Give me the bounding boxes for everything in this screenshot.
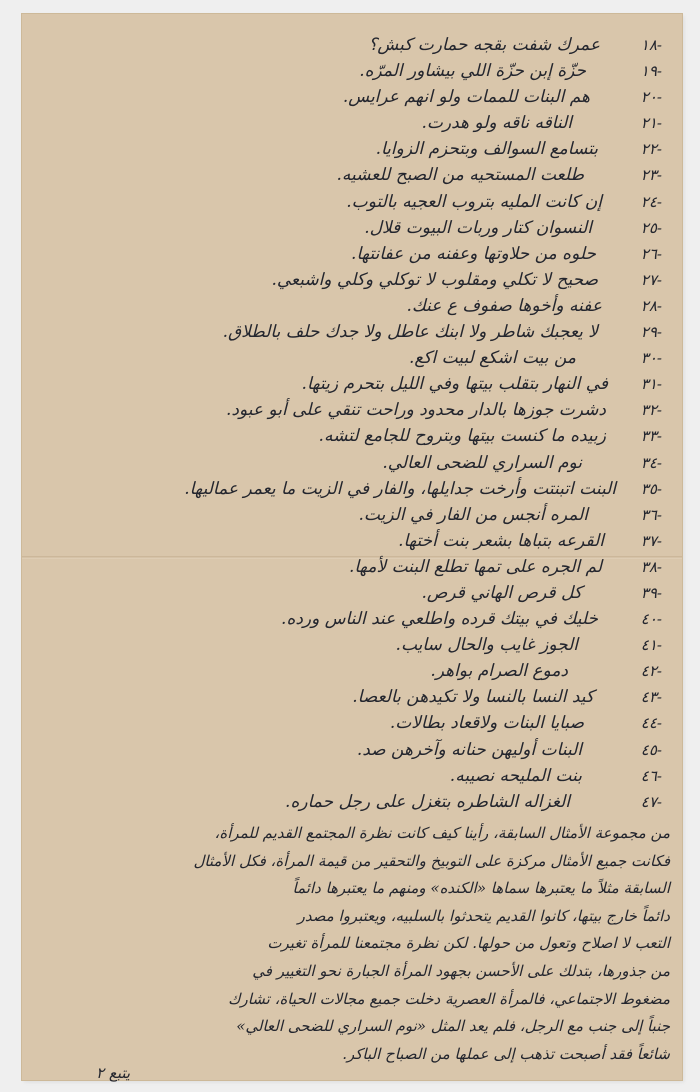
proverb-line — [22, 502, 662, 528]
proverb-text: البنت اتبنتت وأرخت جدايلها، والفار في الزيت ما يعمر عماليها. — [184, 478, 616, 499]
proverb-text: الجوز غايب والحال سايب. — [395, 635, 578, 656]
paragraph-line: التعب لا اصلاح وتعول من حولها. لكن نظرة مجتمعنا للمرأة تغيرت — [267, 934, 670, 953]
proverb-number: ٣٦- — [640, 505, 662, 524]
proverb-number: ٣٠- — [640, 349, 662, 368]
proverb-text: هم البنات للممات ولو انهم عرايس. — [342, 87, 590, 108]
letter-page — [22, 14, 682, 1080]
proverb-text: عمرك شفت بقجه حمارت كبش؟ — [368, 35, 600, 55]
paragraph-line: مضغوط الاجتماعي، فالمرأة العصرية دخلت جميع مجالات الحياة، تشارك — [228, 989, 670, 1008]
proverb-line — [22, 737, 662, 763]
closing-paragraph — [50, 820, 670, 1068]
proverb-text: صحيح لا تكلي ومقلوب لا توكلي وكلي واشبعي. — [271, 269, 598, 290]
proverb-line — [22, 763, 662, 789]
paragraph-line: من جذورها، بتدلك على الأحسن بجهود المرأة الجبارة نحو التغيير في — [252, 961, 670, 980]
proverb-line — [22, 684, 662, 710]
proverb-number: ١٩- — [640, 62, 662, 81]
proverb-number: ٣٧- — [640, 531, 662, 550]
paragraph-line: السابقة مثلاً ما يعتبرها سماها «الكنده» ومنهم ما يعتبرها دائماً — [292, 879, 670, 898]
proverb-text: لم الجره على تمها تطلع البنت لأمها. — [348, 556, 602, 577]
proverb-number: ٢٣- — [640, 166, 662, 185]
proverb-text: نوم السراري للضحى العالي. — [382, 452, 582, 473]
proverb-number: ٢٩- — [640, 323, 662, 342]
proverb-line — [22, 189, 662, 215]
proverb-line — [22, 423, 662, 449]
proverb-line — [22, 371, 662, 397]
proverb-line — [22, 345, 662, 371]
proverb-line — [22, 710, 662, 736]
proverb-text: إن كانت المليه بتروب العجيه بالتوب. — [346, 191, 602, 212]
proverb-line — [22, 84, 662, 110]
proverb-line — [22, 267, 662, 293]
proverb-text: كيد النسا بالنسا ولا تكيدهن بالعصا. — [352, 687, 594, 708]
proverb-line — [22, 554, 662, 580]
proverb-line — [22, 293, 662, 319]
proverb-line — [22, 58, 662, 84]
proverb-number: ٤١- — [640, 636, 662, 655]
paragraph-line: من مجموعة الأمثال السابقة، رأينا كيف كانت نظرة المجتمع القديم للمرأة، — [214, 824, 670, 842]
proverb-line — [22, 162, 662, 188]
proverb-text: الغزاله الشاطره بتغزل على رجل حماره. — [285, 791, 570, 812]
proverb-number: ٣٢- — [640, 401, 662, 420]
proverb-line — [22, 32, 662, 58]
proverb-text: النسوان كتار وربات البيوت قلال. — [364, 217, 592, 238]
proverb-number: ٢٧- — [640, 270, 662, 289]
proverb-text: حلوه من حلاوتها وعفنه من عفانتها. — [351, 243, 596, 264]
proverb-text: طلعت المستحيه من الصبح للعشيه. — [336, 165, 584, 186]
proverb-text: دشرت جوزها بالدار محدود وراحت تنقي على أبو عبود. — [226, 400, 606, 421]
proverb-line — [22, 658, 662, 684]
proverb-text: كل قرص الهاني قرص. — [421, 582, 582, 603]
proverb-number: ٣٨- — [640, 557, 662, 576]
proverb-line — [22, 450, 662, 476]
proverb-line — [22, 528, 662, 554]
proverb-number: ٢١- — [640, 114, 662, 133]
proverb-text: صبايا البنات ولاقعاد بطالات. — [389, 713, 584, 734]
proverb-number: ٣٣- — [640, 427, 662, 446]
proverb-number: ٤٥- — [640, 740, 662, 759]
proverb-number: ٤٢- — [640, 662, 662, 681]
proverb-line — [22, 789, 662, 815]
proverb-text: من بيت اشكع لبيت اكع. — [408, 348, 576, 369]
proverb-line — [22, 215, 662, 241]
proverb-number: ١٨- — [640, 36, 662, 54]
paragraph-line: شائعاً فقد أصبحت تذهب إلى عملها من الصباح الباكر. — [342, 1044, 670, 1063]
proverb-text: الناقه ناقه ولو هدرت. — [421, 113, 572, 134]
proverb-text: حزّة إبن حزّة اللي بيشاور المرّه. — [359, 61, 586, 82]
page-footer: يتبع ٢ — [96, 1064, 131, 1082]
proverb-line — [22, 319, 662, 345]
proverb-line — [22, 632, 662, 658]
paragraph-line: فكانت جميع الأمثال مركزة على التوبيخ والتحقير من قيمة المرأة، فكل الأمثال — [193, 851, 670, 870]
proverb-line — [22, 476, 662, 502]
proverb-line — [22, 110, 662, 136]
proverb-number: ٤٦- — [640, 766, 662, 785]
proverb-number: ٢٠- — [640, 88, 662, 107]
proverb-text: البنات أوليهن حنانه وآخرهن صد. — [356, 739, 582, 760]
proverb-number: ٣٥- — [640, 479, 662, 498]
proverb-text: زبيده ما كنست بيتها وبتروح للجامع لتشه. — [318, 426, 606, 447]
proverb-number: ٢٦- — [640, 244, 662, 263]
proverb-number: ٤٤- — [640, 714, 662, 733]
proverb-number: ٤٠- — [640, 610, 662, 629]
proverb-number: ٤٧- — [640, 792, 662, 811]
proverb-number: ٢٨- — [640, 296, 662, 315]
proverb-text: القرعه بتباها بشعر بنت أختها. — [398, 530, 604, 551]
proverb-list — [22, 32, 662, 815]
proverb-line — [22, 580, 662, 606]
proverb-number: ٤٣- — [640, 688, 662, 707]
proverb-line — [22, 136, 662, 162]
proverb-text: خليك في بيتك قرده واطلعي عند الناس ورده. — [281, 609, 598, 630]
proverb-line — [22, 397, 662, 423]
proverb-text: لا يعجبك شاطر ولا ابنك عاطل ولا جدك حلف بالطلاق. — [222, 322, 598, 343]
proverb-number: ٣٤- — [640, 453, 662, 472]
proverb-number: ٢٥- — [640, 218, 662, 237]
proverb-text: في النهار بتقلب بيتها وفي الليل بتحرم زيتها. — [301, 374, 608, 395]
proverb-line — [22, 606, 662, 632]
proverb-number: ٣١- — [640, 375, 662, 394]
proverb-text: المره أنجس من الفار في الزيت. — [358, 504, 588, 525]
proverb-number: ٣٩- — [640, 583, 662, 602]
paragraph-line: دائماً خارج بيتها، كانوا القديم يتحدثوا بالسلبيه، ويعتبروا مصدر — [297, 906, 670, 925]
proverb-text: عفنه وأخوها صفوف ع عنك. — [406, 295, 602, 316]
proverb-number: ٢٢- — [640, 140, 662, 159]
proverb-text: بتسامع السوالف وبتحزم الزوايا. — [375, 139, 598, 160]
paragraph-line: جنباً إلى جنب مع الرجل، فلم يعد المثل «نوم السراري للضحى العالي» — [236, 1017, 670, 1036]
proverb-text: دموع الصرام بواهر. — [430, 661, 568, 682]
proverb-text: بنت المليحه نصيبه. — [449, 765, 582, 786]
proverb-number: ٢٤- — [640, 192, 662, 211]
proverb-line — [22, 241, 662, 267]
